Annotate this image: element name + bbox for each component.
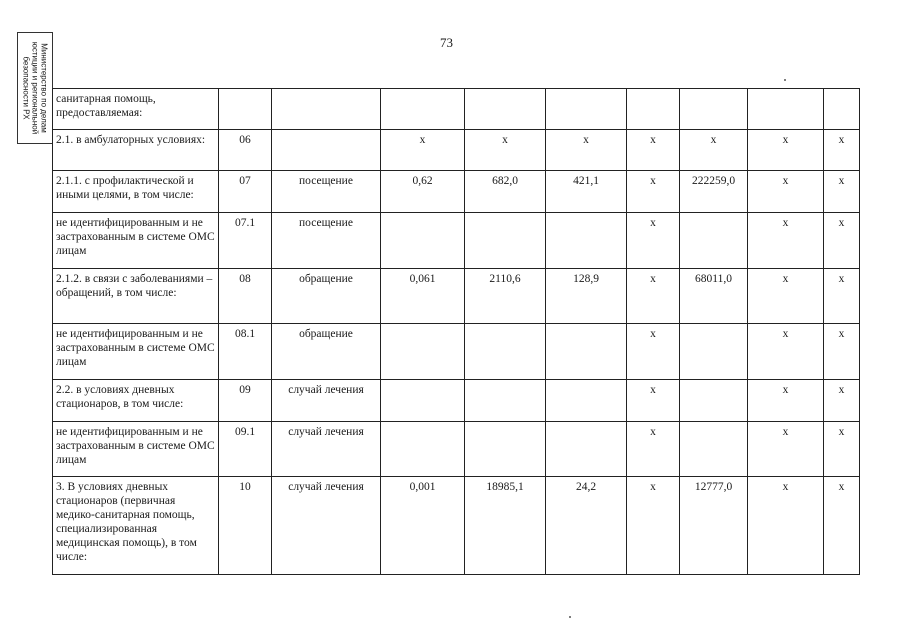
value-cell-7: х (824, 324, 860, 380)
value-cell-5: 12777,0 (680, 477, 748, 575)
value-cell-1 (381, 422, 465, 477)
row-code-cell: 09 (219, 380, 272, 422)
row-code-cell: 07 (219, 171, 272, 213)
value-cell-5 (680, 89, 748, 130)
value-cell-6: х (748, 171, 824, 213)
row-code-cell: 09.1 (219, 422, 272, 477)
row-label-cell: не идентифицированным и не застрахованным в системе ОМС лицам (53, 324, 219, 380)
registration-stamp (17, 32, 53, 144)
table-row (53, 130, 860, 171)
value-cell-2 (465, 324, 546, 380)
value-cell-5 (680, 422, 748, 477)
row-label-cell: не идентифицированным и не застрахованным в системе ОМС лицам (53, 213, 219, 269)
table-row (53, 269, 860, 324)
row-code-cell: 08.1 (219, 324, 272, 380)
value-cell-3: х (546, 130, 627, 171)
page-number: 73 (440, 35, 453, 50)
row-label-cell: 2.2. в условиях дневных стационаров, в том числе: (53, 380, 219, 422)
row-label-cell: не идентифицированным и не застрахованным в системе ОМС лицам (53, 422, 219, 477)
value-cell-5 (680, 324, 748, 380)
row-code-cell (219, 89, 272, 130)
value-cell-1 (381, 89, 465, 130)
value-cell-6: х (748, 213, 824, 269)
value-cell-1 (381, 324, 465, 380)
value-cell-6: х (748, 380, 824, 422)
value-cell-4: х (627, 422, 680, 477)
value-cell-2 (465, 213, 546, 269)
value-cell-6: х (748, 269, 824, 324)
value-cell-6: х (748, 422, 824, 477)
value-cell-2: 682,0 (465, 171, 546, 213)
value-cell-7: х (824, 422, 860, 477)
unit-cell (272, 130, 381, 171)
unit-cell (272, 89, 381, 130)
table-row (53, 213, 860, 269)
value-cell-4 (627, 89, 680, 130)
row-label-cell: 2.1. в амбулаторных условиях: (53, 130, 219, 171)
value-cell-5: х (680, 130, 748, 171)
value-cell-2 (465, 380, 546, 422)
value-cell-1: 0,061 (381, 269, 465, 324)
value-cell-5: 68011,0 (680, 269, 748, 324)
value-cell-5 (680, 213, 748, 269)
value-cell-1 (381, 380, 465, 422)
unit-cell: обращение (272, 324, 381, 380)
value-cell-5: 222259,0 (680, 171, 748, 213)
value-cell-3 (546, 89, 627, 130)
unit-cell: случай лечения (272, 380, 381, 422)
value-cell-4: х (627, 213, 680, 269)
value-cell-4: х (627, 324, 680, 380)
scan-speck (784, 79, 786, 81)
value-cell-6 (748, 89, 824, 130)
value-cell-7: х (824, 171, 860, 213)
unit-cell: случай лечения (272, 477, 381, 575)
row-label-cell: 3. В условиях дневных стационаров (первичная медико-санитарная помощь, специализированная медицинская помощь), в том числе: (53, 477, 219, 575)
value-cell-6: х (748, 130, 824, 171)
value-cell-1 (381, 213, 465, 269)
table-row (53, 477, 860, 575)
value-cell-3 (546, 324, 627, 380)
value-cell-1: х (381, 130, 465, 171)
row-label-cell: 2.1.2. в связи с заболеваниями – обращений, в том числе: (53, 269, 219, 324)
value-cell-3 (546, 380, 627, 422)
value-cell-4: х (627, 380, 680, 422)
table-row (53, 171, 860, 213)
value-cell-2 (465, 422, 546, 477)
value-cell-7 (824, 89, 860, 130)
value-cell-4: х (627, 477, 680, 575)
table-row (53, 89, 860, 130)
value-cell-2: 18985,1 (465, 477, 546, 575)
table-row (53, 380, 860, 422)
value-cell-7: х (824, 269, 860, 324)
row-code-cell: 08 (219, 269, 272, 324)
value-cell-1: 0,62 (381, 171, 465, 213)
value-cell-5 (680, 380, 748, 422)
value-cell-7: х (824, 380, 860, 422)
row-code-cell: 07.1 (219, 213, 272, 269)
value-cell-3: 128,9 (546, 269, 627, 324)
value-cell-2: х (465, 130, 546, 171)
value-cell-6: х (748, 477, 824, 575)
value-cell-3: 24,2 (546, 477, 627, 575)
table-row (53, 422, 860, 477)
value-cell-4: х (627, 130, 680, 171)
value-cell-2: 2110,6 (465, 269, 546, 324)
data-table (52, 88, 860, 575)
unit-cell: посещение (272, 213, 381, 269)
value-cell-7: х (824, 213, 860, 269)
row-label-cell: санитарная помощь, предоставляемая: (53, 89, 219, 130)
value-cell-7: х (824, 477, 860, 575)
value-cell-1: 0,001 (381, 477, 465, 575)
unit-cell: обращение (272, 269, 381, 324)
value-cell-6: х (748, 324, 824, 380)
value-cell-3: 421,1 (546, 171, 627, 213)
table-body (53, 89, 860, 575)
scan-speck (569, 616, 571, 618)
value-cell-3 (546, 213, 627, 269)
value-cell-2 (465, 89, 546, 130)
value-cell-4: х (627, 269, 680, 324)
value-cell-7: х (824, 130, 860, 171)
value-cell-4: х (627, 171, 680, 213)
value-cell-3 (546, 422, 627, 477)
unit-cell: случай лечения (272, 422, 381, 477)
row-code-cell: 06 (219, 130, 272, 171)
table-row (53, 324, 860, 380)
row-code-cell: 10 (219, 477, 272, 575)
row-label-cell: 2.1.1. с профилактической и иными целями, в том числе: (53, 171, 219, 213)
unit-cell: посещение (272, 171, 381, 213)
stamp-text: Министерство по делам юстиции и региональной безопасности РХ (21, 41, 49, 135)
